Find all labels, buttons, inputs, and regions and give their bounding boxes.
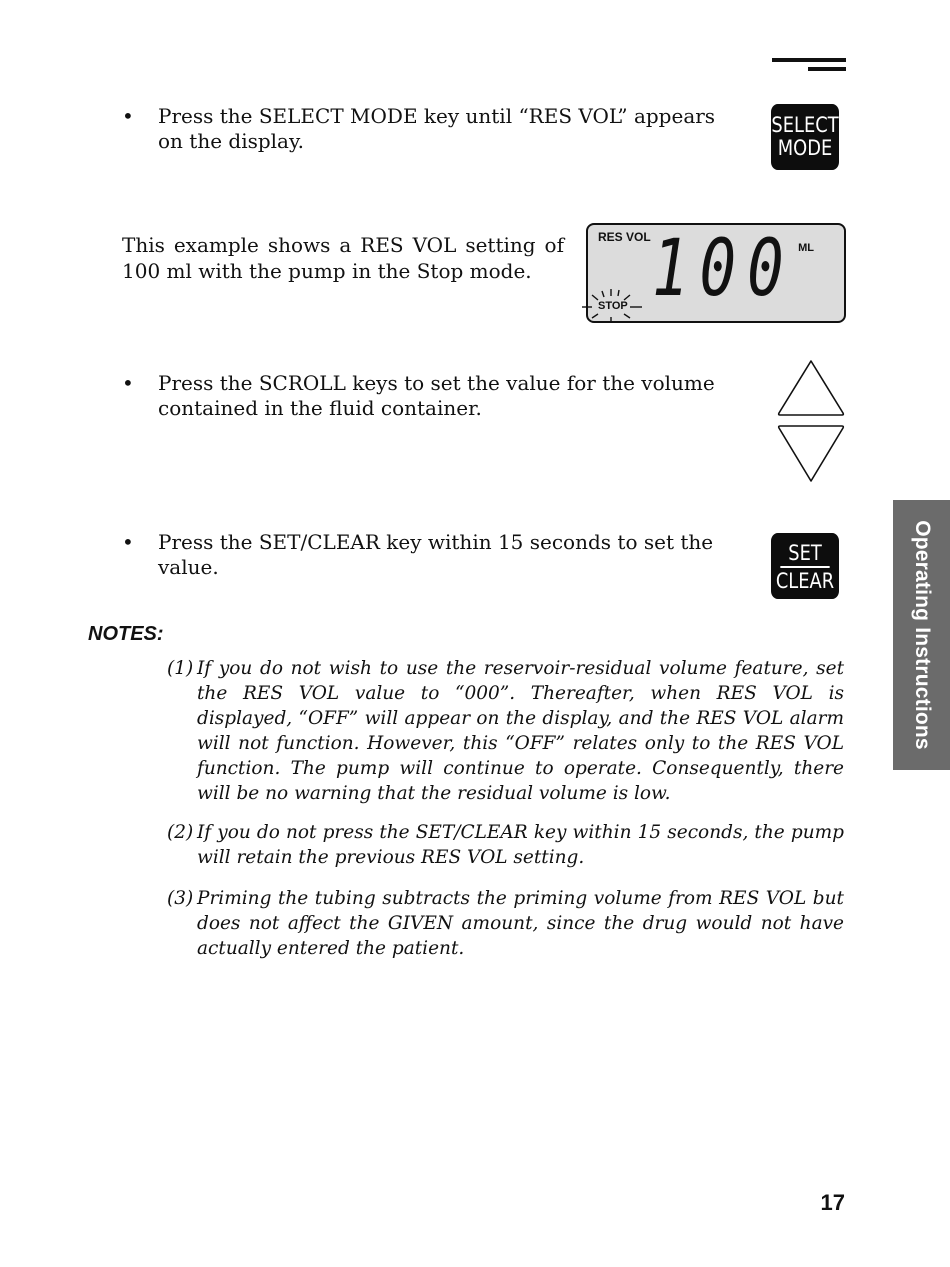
- section-tab-label: Operating Instructions: [910, 520, 934, 750]
- header-rule-long: [772, 58, 846, 62]
- note-text: If you do not press the SET/CLEAR key within 15 seconds, the pump will retain the previous RES VOL setting.: [197, 822, 844, 868]
- note-number: (3): [167, 888, 194, 909]
- note-number: (2): [167, 822, 194, 843]
- lcd-value: 100: [652, 224, 795, 314]
- step-text: Press the SCROLL keys to set the value for the volume contained in the fluid container.: [158, 371, 715, 420]
- key-divider: [780, 566, 829, 568]
- note-item: [167, 820, 844, 870]
- step-select-mode: [122, 104, 732, 154]
- bullet: •: [122, 371, 134, 395]
- step-set-clear: [122, 530, 732, 580]
- select-mode-key: [771, 104, 839, 170]
- header-rule-short: [808, 67, 846, 71]
- key-label-line1: SELECT: [771, 113, 839, 137]
- key-label-line1: SET: [788, 541, 822, 565]
- note-item: [167, 656, 844, 806]
- step-text: Press the SET/CLEAR key within 15 seconds to set the value.: [158, 530, 714, 579]
- note-item: [167, 886, 844, 961]
- step-scroll: [122, 371, 732, 421]
- header-rule: [772, 58, 846, 72]
- scroll-up-icon: [779, 361, 844, 415]
- set-clear-key: [771, 533, 839, 599]
- bullet: •: [122, 104, 134, 128]
- lcd-mode-label: RES VOL: [598, 230, 651, 244]
- lcd-display: [586, 223, 846, 323]
- scroll-down-icon: [779, 426, 844, 481]
- note-text: Priming the tubing subtracts the priming volume from RES VOL but does not affect the GIVEN amount, since the drug would not have actually entered the patient.: [197, 888, 844, 959]
- notes-heading: NOTES:: [88, 623, 164, 645]
- section-tab: [893, 500, 950, 770]
- step-text: Press the SELECT MODE key until “RES VOL” appears on the display.: [158, 104, 716, 153]
- note-text: If you do not wish to use the reservoir-residual volume feature, set the RES VOL value to “000”. Thereafter, when RES VOL is displayed, “OFF” will appear on the display, and the RES VOL alarm will not function. However, this “OFF” relates only to the RES VOL function. The pump will continue to operate. Consequently, there will be no warning that the residual volume is low.: [197, 658, 844, 804]
- page-number: 17: [820, 1190, 845, 1215]
- key-label-line2: MODE: [777, 136, 833, 160]
- lcd-unit: ML: [798, 242, 814, 254]
- note-number: (1): [167, 658, 194, 679]
- bullet: •: [122, 530, 134, 554]
- scroll-keys: [776, 358, 846, 486]
- key-label-line2: CLEAR: [775, 568, 835, 593]
- example-paragraph: This example shows a RES VOL setting of 100 ml with the pump in the Stop mode.: [122, 233, 564, 283]
- lcd-stop-status: STOP: [598, 300, 628, 312]
